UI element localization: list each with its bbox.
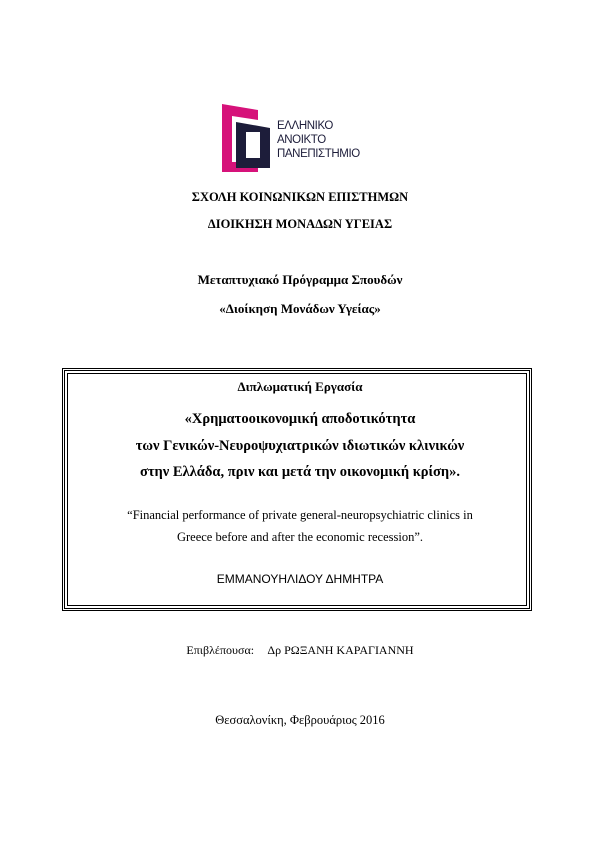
department-name: ΔΙΟΙΚΗΣΗ ΜΟΝΑΔΩΝ ΥΓΕΙΑΣ [207,217,393,231]
supervisor-label: Επιβλέπουσα: [186,643,255,657]
supervisor-name: Δρ ΡΩΞΑΝΗ ΚΑΡΑΓΙΑΝΝΗ [267,643,414,657]
program-title: «Διοίκηση Μονάδων Υγείας» [219,301,381,316]
thesis-title-greek-line-2: των Γενικών-Νευροψυχιατρικών ιδιωτικών κλινικών [135,438,465,454]
thesis-type: Διπλωματική Εργασία [237,379,363,394]
school-name: ΣΧΟΛΗ ΚΟΙΝΩΝΙΚΩΝ ΕΠΙΣΤΗΜΩΝ [191,190,409,204]
logo-line-2: ΑΝΟΙΚΤΟ [277,134,326,146]
logo-line-1: ΕΛΛΗΝΙΚΟ [277,120,333,132]
university-logo-mark [222,104,272,172]
supervisor-line [0,643,600,658]
thesis-title-greek-line-3: στην Ελλάδα, πριν και μετά την οικονομική κρίση». [139,464,461,480]
logo-line-3: ΠΑΝΕΠΙΣΤΗΜΙΟ [277,148,360,160]
place-date: Θεσσαλονίκη, Φεβρουάριος 2016 [215,713,385,727]
thesis-title-english-line-1: “Financial performance of private general-neuropsychiatric clinics in [127,508,473,522]
author-name: ΕΜΜΑΝΟΥΗΛΙΔΟΥ ΔΗΜΗΤΡΑ [216,572,384,586]
university-logo [222,104,372,172]
thesis-title-english-line-2: Greece before and after the economic recession”. [176,530,424,544]
university-logo-text [277,119,360,161]
program-name: Μεταπτυχιακό Πρόγραμμα Σπουδών [197,272,403,287]
thesis-title-greek-line-1: «Χρηματοοικονομική αποδοτικότητα [184,411,416,427]
